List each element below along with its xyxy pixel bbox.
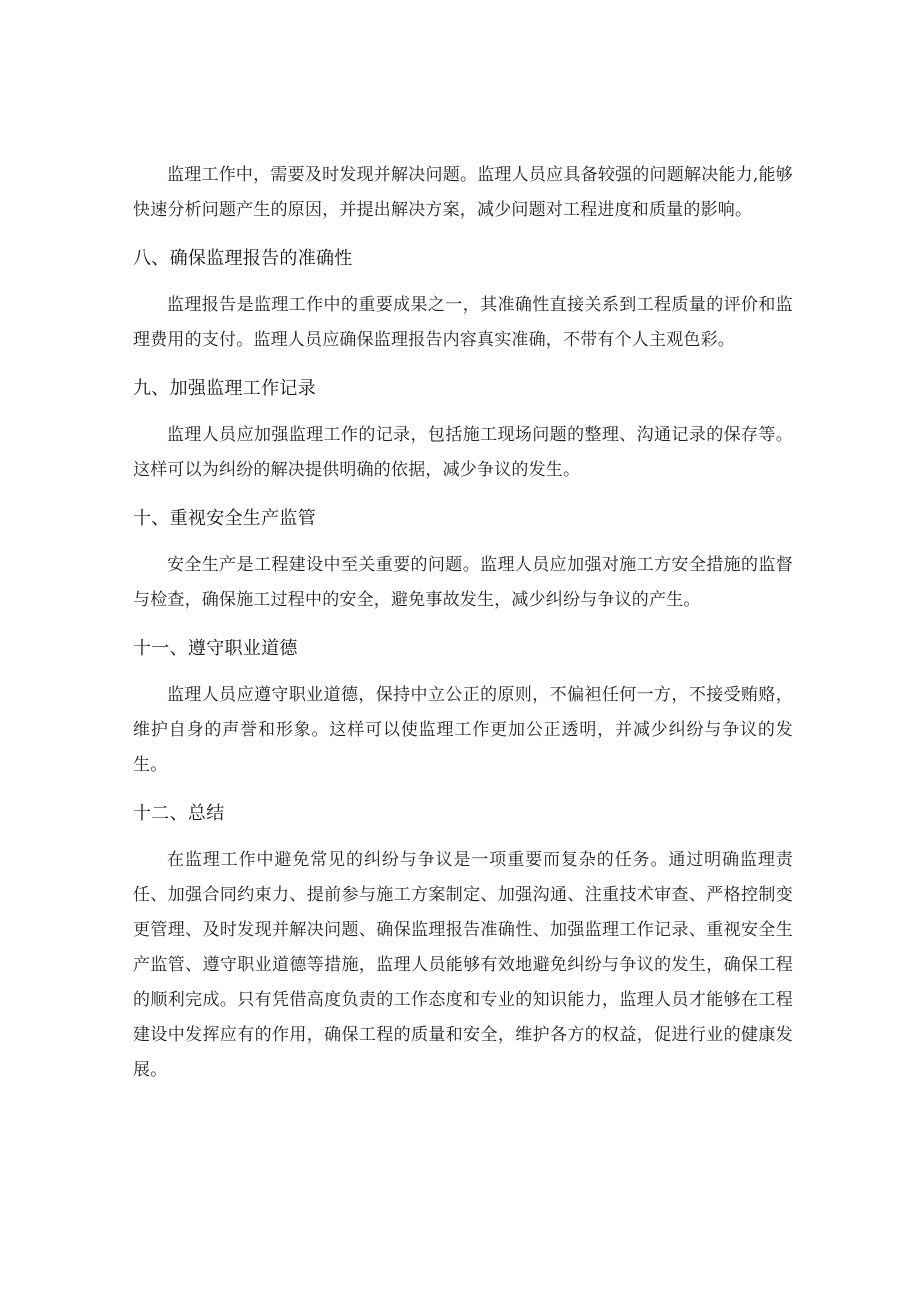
section-paragraph-10: 安全生产是工程建设中至关重要的问题。监理人员应加强对施工方安全措施的监督与检查，确保施工过程中的安全，避免事故发生，减少纠纷与争议的产生。 <box>133 555 793 610</box>
section-paragraph-12: 在监理工作中避免常见的纠纷与争议是一项重要而复杂的任务。通过明确监理责任、加强合同约束力、提前参与施工方案制定、加强沟通、注重技术审查、严格控制变更管理、及时发现并解决问题、确保监理报告准确性、加强监理工作记录、重视安全生产监管、遵守职业道德等措施，监理人员能够有效地避免纠纷与争议的发生，确保工程的顺利完成。只有凭借高度负责的工作态度和专业的知识能力，监理人员才能够在工程建设中发挥应有的作用，确保工程的质量和安全，维护各方的权益，促进行业的健康发展。 <box>133 850 793 1080</box>
section-heading-9: 九、加强监理工作记录 <box>133 378 316 399</box>
section-paragraph-8: 监理报告是监理工作中的重要成果之一，其准确性直接关系到工程质量的评价和监理费用的支付。监理人员应确保监理报告内容真实准确，不带有个人主观色彩。 <box>133 295 793 350</box>
section-heading-10: 十、重视安全生产监管 <box>133 508 316 529</box>
section-paragraph-11: 监理人员应遵守职业道德，保持中立公正的原则，不偏袒任何一方，不接受贿赂，维护自身的声誉和形象。这样可以使监理工作更加公正透明，并减少纠纷与争议的发生。 <box>133 685 793 775</box>
section-heading-8: 八、确保监理报告的准确性 <box>133 248 353 269</box>
intro-paragraph: 监理工作中，需要及时发现并解决问题。监理人员应具备较强的问题解决能力,能够快速分析问题产生的原因，并提出解决方案，减少问题对工程进度和质量的影响。 <box>133 165 793 220</box>
section-heading-11: 十一、遵守职业道德 <box>133 638 298 659</box>
section-heading-12: 十二、总结 <box>133 803 225 824</box>
section-paragraph-9: 监理人员应加强监理工作的记录，包括施工现场问题的整理、沟通记录的保存等。这样可以为纠纷的解决提供明确的依据，减少争议的发生。 <box>133 425 793 480</box>
document-body <box>133 158 793 1088</box>
